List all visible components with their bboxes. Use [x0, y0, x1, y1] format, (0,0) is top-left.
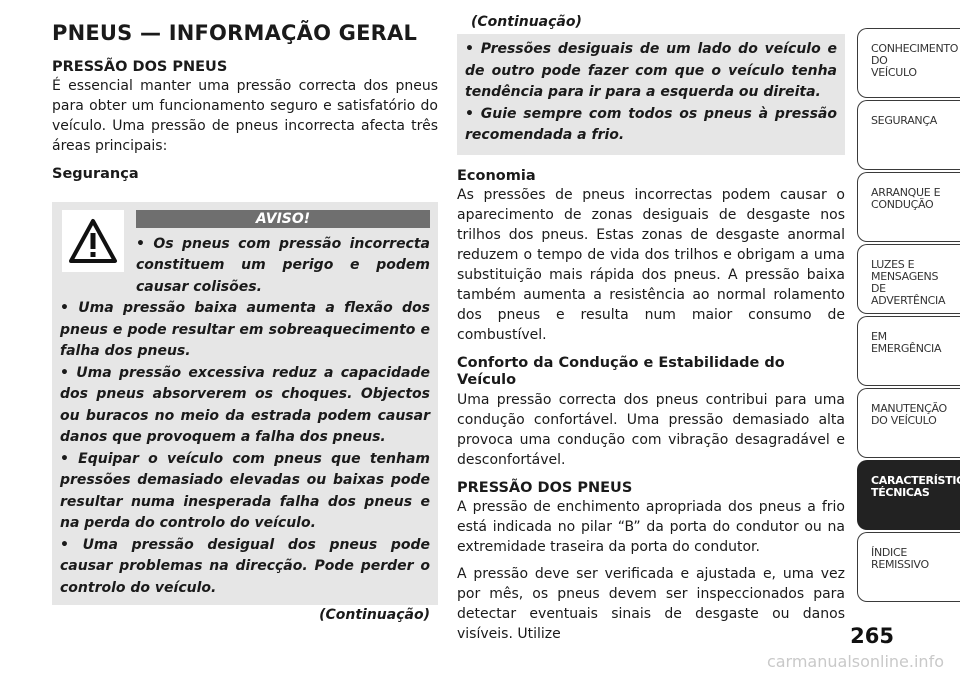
- tab-arranque-e-conducao[interactable]: [857, 172, 960, 242]
- tab-label: ÍNDICE REMISSIVO: [871, 546, 929, 571]
- tab-label: LUZES E MENSAGENS DE ADVERTÊNCIA: [871, 258, 946, 307]
- tab-seguranca[interactable]: [857, 100, 960, 170]
- warning-item: • Uma pressão desigual dos pneus pode causar problemas na direcção. Pode perder o controlo do veículo.: [60, 536, 430, 596]
- pressure-heading: PRESSÃO DOS PNEUS: [457, 479, 633, 496]
- tab-conhecimento-do-veiculo[interactable]: [857, 28, 960, 98]
- section-subheading: PRESSÃO DOS PNEUS: [52, 59, 228, 76]
- tab-indice-remissivo[interactable]: [857, 532, 960, 602]
- continued-label: (Continuação): [471, 14, 582, 30]
- pressure-paragraph: A pressão de enchimento apropriada dos pneus a frio está indicada no pilar “B” da porta do condutor ou na extremidade traseira da porta do condutor.: [457, 499, 845, 556]
- comfort-paragraph: Uma pressão correcta dos pneus contribui para uma condução confortável. Uma pressão demasiado alta provoca uma condução com vibração desagradável e desconfortável.: [457, 391, 845, 468]
- warning-item: • Uma pressão baixa aumenta a flexão dos pneus e pode resultar em sobreaquecimento e falha dos pneus.: [60, 300, 430, 360]
- warning-item: • Os pneus com pressão incorrecta constituem um perigo e podem causar colisões.: [136, 235, 430, 295]
- tab-label: CARACTERÍSTICAS TÉCNICAS: [871, 474, 980, 499]
- warning-item: • Equipar o veículo com pneus que tenham pressões demasiado elevadas ou baixas pode resultar numa inesperada falha dos pneus e na perda do controlo do veículo.: [60, 450, 430, 532]
- tab-label: SEGURANÇA: [871, 114, 937, 127]
- economy-heading: Economia: [457, 167, 536, 184]
- chapter-sidebar: [857, 28, 980, 604]
- warning-item: • Uma pressão excessiva reduz a capacidade dos pneus absorverem os choques. Objectos ou buracos no meio da estrada podem causar danos que provoquem a falha dos pneus.: [60, 364, 430, 446]
- safety-heading: Segurança: [52, 166, 139, 183]
- left-column: [52, 22, 438, 623]
- page-number: 265: [850, 624, 894, 648]
- right-column: [457, 14, 845, 644]
- warning-triangle-icon: [62, 210, 124, 272]
- tab-luzes-e-mensagens[interactable]: [857, 244, 960, 314]
- economy-paragraph: As pressões de pneus incorrectas podem causar o aparecimento de zonas desiguais de desgaste nos trilhos dos pneus. Estas zonas de desgaste anormal reduzem o tempo de vida dos trilhos e obrigam a uma substituição mais rápida dos pneus. A pressão baixa também aumenta a resistência ao normal rolamento dos pneus e resulta num maior consumo de combustível.: [457, 186, 845, 343]
- tab-manutencao-do-veiculo[interactable]: [857, 388, 960, 458]
- tab-caracteristicas-tecnicas[interactable]: [857, 460, 980, 530]
- intro-paragraph: É essencial manter uma pressão correcta dos pneus para obter um funcionamento seguro e satisfatório do veículo. Uma pressão de pneus incorrecta afecta três áreas principais:: [52, 78, 438, 155]
- warning-item: • Pressões desiguais de um lado do veículo e de outro pode fazer com que o veículo tenha tendência para ir para a esquerda ou direita.: [465, 41, 837, 100]
- comfort-heading: Conforto da Condução e Estabilidade do Veículo: [457, 354, 785, 389]
- pressure-paragraph: A pressão deve ser verificada e ajustada e, uma vez por mês, os pneus devem ser inspeccionados para detectar eventuais sinais de desgaste ou danos visíveis. Utilize: [457, 566, 845, 643]
- warning-box: [52, 202, 438, 606]
- warning-box-continued: [457, 34, 845, 155]
- tab-label: CONHECIMENTO DO VEÍCULO: [871, 42, 959, 79]
- tab-label: ARRANQUE E CONDUÇÃO: [871, 186, 941, 211]
- continued-label: (Continuação): [319, 607, 430, 624]
- warning-item: • Guie sempre com todos os pneus à pressão recomendada a frio.: [465, 105, 837, 143]
- tab-label: EM EMERGÊNCIA: [871, 330, 942, 355]
- watermark: carmanualsonline.info: [766, 652, 944, 671]
- tab-em-emergencia[interactable]: [857, 316, 960, 386]
- tab-label: MANUTENÇÃO DO VEÍCULO: [871, 402, 947, 427]
- warning-label: AVISO!: [136, 210, 430, 228]
- page-title: PNEUS — INFORMAÇÃO GERAL: [52, 21, 418, 45]
